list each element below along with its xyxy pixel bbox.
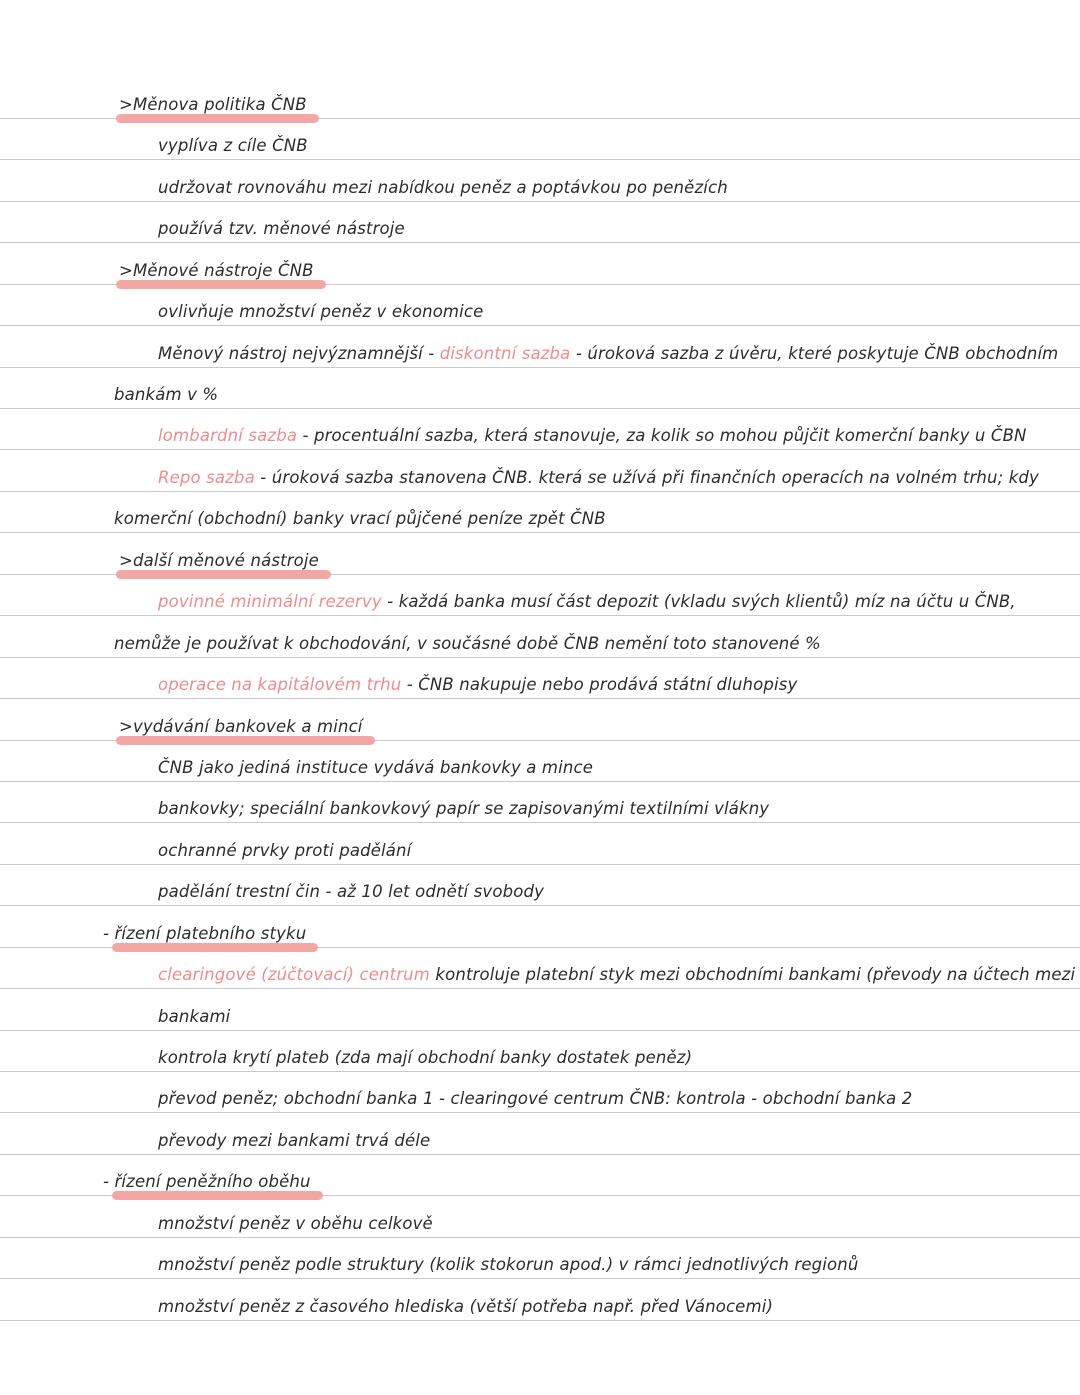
note-text: ČNB jako jediná instituce vydává bankovky a mince (158, 757, 594, 777)
note-text: převod peněz; obchodní banka 1 - clearingové centrum ČNB: kontrola - obchodní banka 2 (158, 1089, 913, 1109)
note-text: množství peněz podle struktury (kolik stokorun apod.) v rámci jednotlivých regionů (158, 1255, 859, 1275)
note-text: používá tzv. měnové nástroje (158, 219, 405, 239)
heading-text: řízení platebního styku (114, 923, 307, 943)
note-row (0, 409, 1080, 450)
note-text: - (103, 1172, 115, 1192)
note-text: udržovat rovnováhu mezi nabídkou peněz a poptávkou po penězích (158, 177, 728, 197)
note-row (0, 699, 1080, 740)
note-text: komerční (obchodní) banky vrací půjčené peníze zpět ČNB (114, 509, 606, 529)
note-text: množství peněz v oběhu celkově (158, 1213, 433, 1233)
note-row (0, 1155, 1080, 1196)
note-text: ochranné prvky proti padělání (158, 840, 412, 860)
note-text: - úroková sazba stanovena ČNB. která se užívá při finančních operacích na volném trhu; kdy (254, 467, 1039, 487)
note-text: Měnový nástroj nejvýznamnější - (158, 343, 440, 363)
note-row (0, 533, 1080, 574)
note-text: - (103, 923, 115, 943)
note-row (0, 1279, 1080, 1320)
note-row (0, 948, 1080, 989)
note-row (0, 368, 1080, 409)
note-row (0, 1113, 1080, 1154)
heading-text: >další měnové nástroje (119, 550, 319, 570)
note-row (0, 906, 1080, 947)
note-row (0, 1072, 1080, 1113)
note-row (0, 119, 1080, 160)
note-row (0, 865, 1080, 906)
note-text: vyplíva z cíle ČNB (158, 136, 308, 156)
heading-text: >Měnova politika ČNB (119, 94, 307, 114)
note-row (0, 78, 1080, 119)
note-row (0, 326, 1080, 367)
note-text: bankami (158, 1006, 231, 1026)
note-text: množství peněz z časového hlediska (větší potřeba např. před Vánocemi) (158, 1296, 774, 1316)
note-row (0, 450, 1080, 491)
note-row (0, 160, 1080, 201)
note-text: nemůže je používat k obchodování, v součásné době ČNB nemění toto stanovené % (114, 633, 821, 653)
note-row (0, 823, 1080, 864)
note-text: bankovky; speciální bankovkový papír se zapisovanými textilními vlákny (158, 799, 770, 819)
heading-text: >Měnové nástroje ČNB (119, 260, 314, 280)
note-text: - každá banka musí část depozit (vkladu svých klientů) míz na účtu u ČNB, (381, 592, 1016, 612)
key-term: operace na kapitálovém trhu (158, 675, 402, 695)
note-row (0, 243, 1080, 284)
note-row (0, 741, 1080, 782)
note-row (0, 1238, 1080, 1279)
note-text: převody mezi bankami trvá déle (158, 1130, 431, 1150)
key-term: povinné minimální rezervy (158, 592, 382, 612)
note-text: ovlivňuje množství peněz v ekonomice (158, 302, 484, 322)
note-text: - ČNB nakupuje nebo prodává státní dluhopisy (401, 675, 798, 695)
note-row (0, 285, 1080, 326)
note-row (0, 1196, 1080, 1237)
note-row (0, 658, 1080, 699)
note-text: kontrola krytí plateb (zda mají obchodní banky dostatek peněz) (158, 1048, 693, 1067)
note-row (0, 989, 1080, 1030)
note-row (0, 1031, 1080, 1072)
ruled-notes-area (0, 78, 1080, 1321)
heading-text: řízení peněžního oběhu (114, 1172, 311, 1192)
note-text: bankám v % (114, 385, 219, 404)
heading-text: >vydávání bankovek a mincí (119, 716, 363, 736)
key-term: clearingové (zúčtovací) centrum (158, 965, 430, 985)
note-row (0, 202, 1080, 243)
key-term: diskontní sazba (439, 343, 571, 363)
note-text: - úroková sazba z úvěru, které poskytuje ČNB obchodním (570, 343, 1059, 363)
key-term: Repo sazba (158, 467, 255, 487)
key-term: lombardní sazba (158, 426, 298, 446)
note-text: kontroluje platební styk mezi obchodními bankami (převody na účtech mezi (430, 965, 1076, 985)
note-text: padělání trestní čin - až 10 let odnětí svobody (158, 882, 545, 902)
note-row (0, 492, 1080, 533)
note-row (0, 575, 1080, 616)
note-text: - procentuální sazba, která stanovuje, za kolik so mohou půjčit komerční banky u ČBN (297, 426, 1027, 446)
note-row (0, 616, 1080, 657)
note-row (0, 782, 1080, 823)
